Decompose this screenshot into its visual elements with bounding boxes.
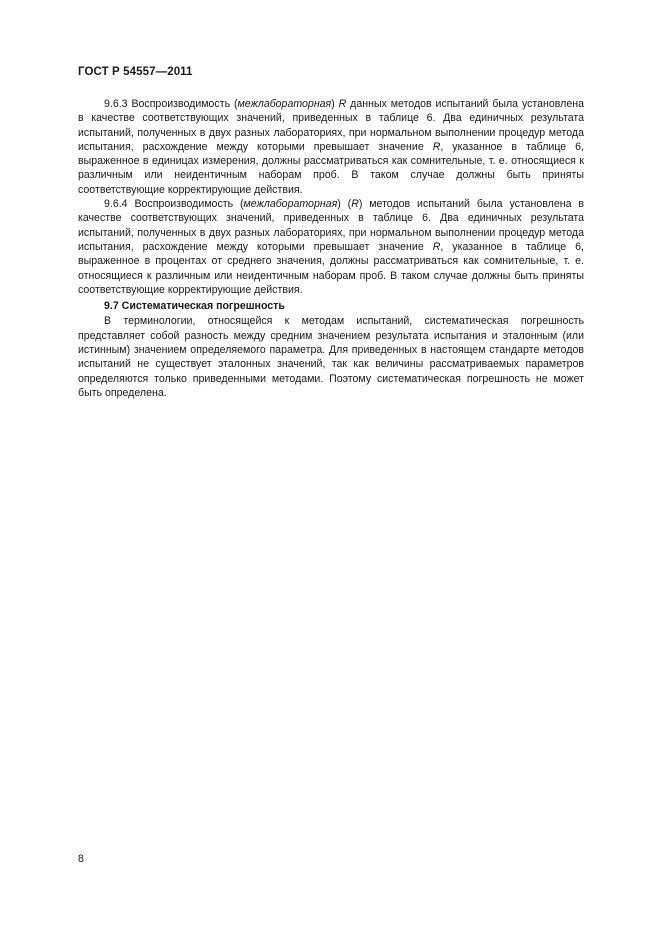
paragraph-9-6-3-symbol: R: [432, 140, 441, 153]
paragraph-9-6-4: [78, 197, 584, 297]
paragraph-9-6-3-part: ): [331, 98, 339, 110]
document-standard-id: ГОСТ Р 54557—2011: [78, 66, 193, 78]
paragraph-9-6-4-part: ) (: [337, 198, 352, 211]
page-number: 8: [78, 853, 84, 865]
paragraph-9-6-3-part: , указанное в таблице 6, выраженное в единицах измерения, должны рассматриваться как сомнительные, т. е. относящиеся к различным или неидентичным наборам проб. В таком случае должны быть приняты соответствующие корректирующие действия.: [78, 140, 584, 196]
paragraph-9-7: В терминологии, относящейся к методам испытаний, систематическая погрешность представляет собой разность между средним значением результата испытания и эталонным (или истинным) значением определяемого параметра. Для приведенных в настоящем стандарте методов испытаний не существует эталонных значений, так как величины рассматриваемых параметров определяются только приведенными методами. Поэтому систематическая погрешность не может быть определена.: [78, 315, 584, 399]
document-body: [78, 97, 584, 400]
paragraph-9-6-3: [78, 97, 584, 197]
paragraph-9-6-4-italic-term: межлабораторная: [243, 198, 338, 211]
paragraph-9-6-4-symbol: R: [351, 198, 359, 211]
paragraph-9-6-4-part: , указанное в таблице 6, выраженное в процентах от среднего значения, должны рассматриваться как сомнительные, т. е. относящиеся к различным или неидентичным наборам проб. В таком случае должны быть приняты соответствующие корректирующие действия.: [78, 240, 584, 296]
paragraph-9-6-3-italic-term: межлабораторная: [237, 98, 332, 110]
paragraph-9-6-4-symbol: R: [432, 240, 441, 253]
section-heading-9-7: 9.7 Систематическая погрешность: [104, 300, 285, 313]
paragraph-9-6-4-part: ) методов испытаний была установлена в качестве соответствующих значений, приведенных в таблице 6. Два единичных результата испытаний, полученных в двух разных лабораториях, при нормальном выполнении процедур метода испытания, расхождение между которыми превышает значение: [78, 198, 585, 253]
paragraph-9-6-4-part: 9.6.4 Воспроизводимость (: [104, 198, 244, 211]
paragraph-9-6-3-symbol: R: [338, 98, 347, 110]
paragraph-9-6-3-part: данных методов испытаний была установлена в качестве соответствующих значений, приведенных в таблице 6. Два единичных результата испытаний, полученных в двух разных лабораториях, при нормальном выполнении процедур метода испытания, расхождение между которыми превышает значение: [78, 98, 584, 153]
paragraph-9-6-3-part: 9.6.3 Воспроизводимость (: [104, 98, 238, 110]
